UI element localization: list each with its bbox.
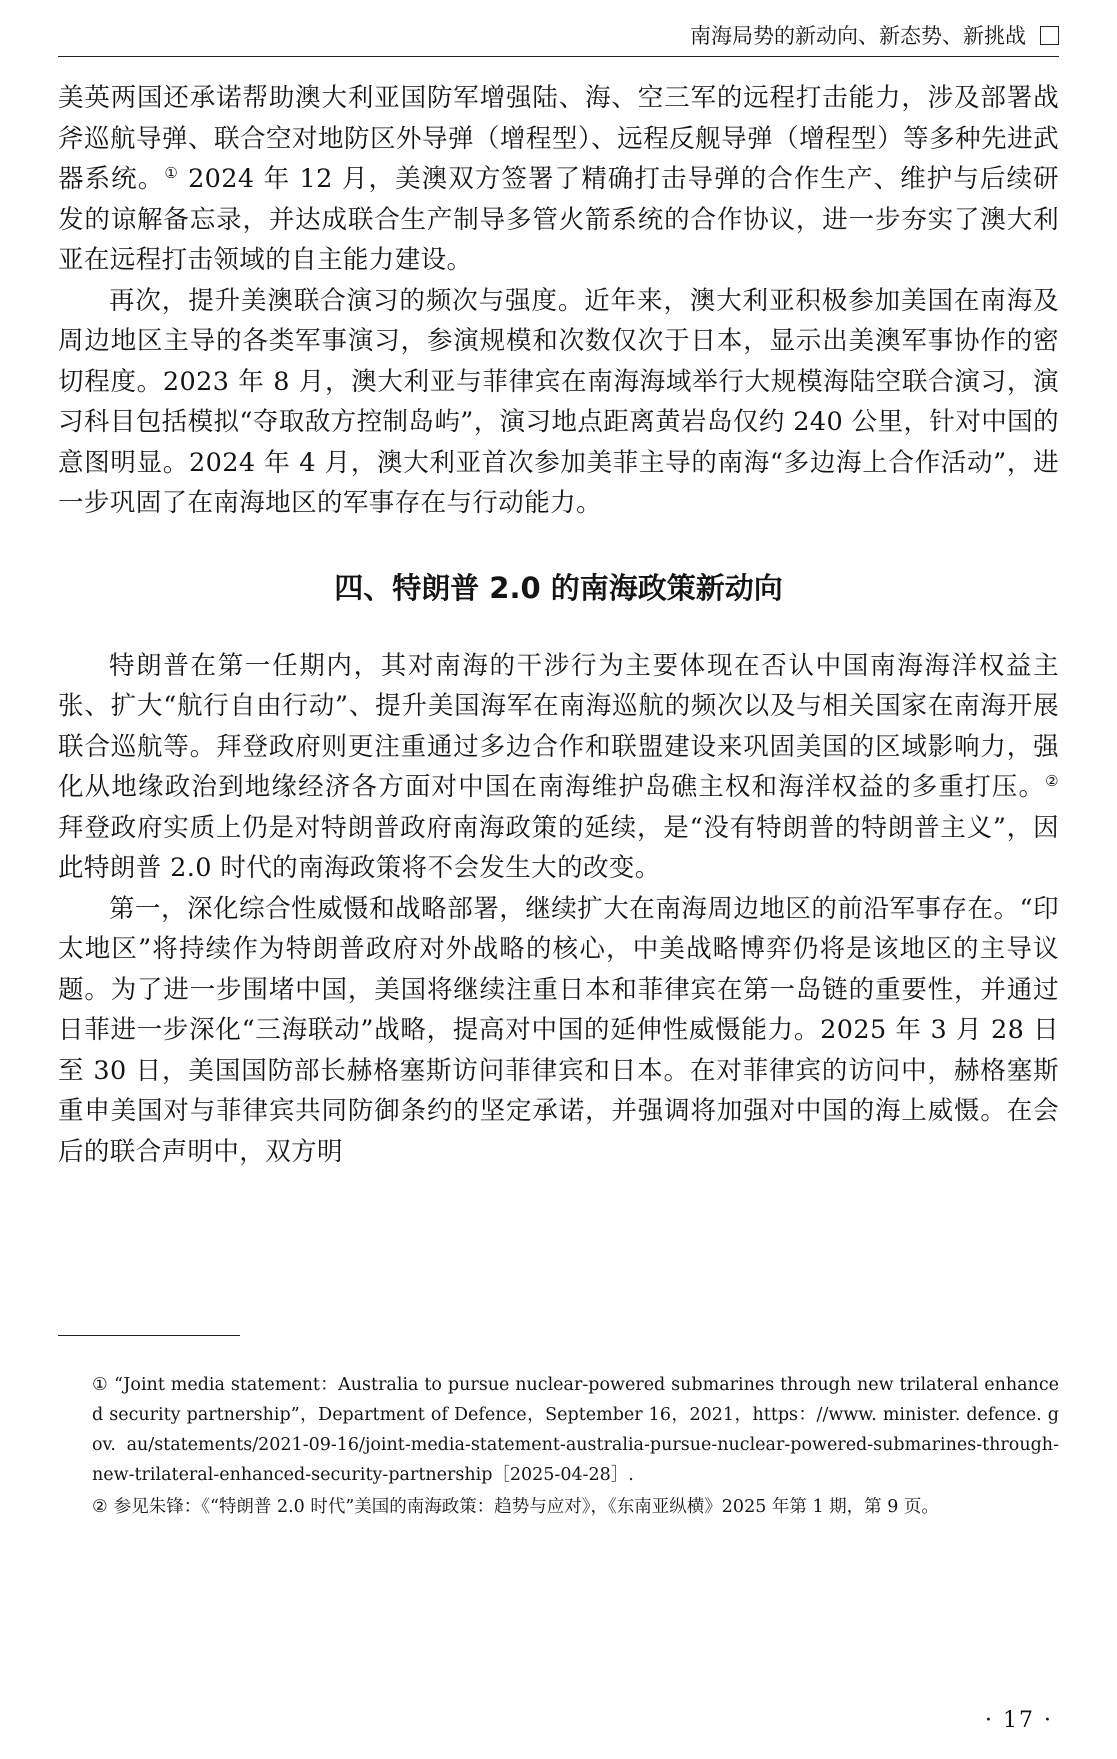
footnote-2: [92, 1492, 1059, 1522]
footnote-ref-1: ①: [164, 164, 179, 182]
footnote-1-text: “Joint media statement：Australia to pursue nuclear-powered submarines through new trilateral enhanced security partnership”，Department of Defence，September 16，2021，https：//www. minister. defence. gov. au/statements/2021-09-16/joint-media-statement-australia-pursue-nuclear-powered-submarines-through-new-trilateral-enhanced-security-partnership［2025-04-28］.: [92, 1375, 1059, 1485]
paragraph-3: [58, 646, 1059, 889]
footnote-2-text: 参见朱锋：《“特朗普 2.0 时代”美国的南海政策：趋势与应对》，《东南亚纵横》2025 年第 1 期，第 9 页。: [113, 1497, 939, 1517]
page-number: · 17 ·: [985, 1708, 1053, 1733]
paragraph-3-text: 特朗普在第一任期内，其对南海的干涉行为主要体现在否认中国南海海洋权益主张、扩大“航行自由行动”、提升美国海军在南海巡航的频次以及与相关国家在南海开展联合巡航等。拜登政府则更注重通过多边合作和联盟建设来巩固美国的区域影响力，强化从地缘政治到地缘经济各方面对中国在南海维护岛礁主权和海洋权益的多重打压。: [58, 650, 1059, 802]
paragraph-4: 第一，深化综合性威慑和战略部署，继续扩大在南海周边地区的前沿军事存在。“印太地区”将持续作为特朗普政府对外战略的核心，中美战略博弈仍将是该地区的主导议题。为了进一步围堵中国，美国将继续注重日本和菲律宾在第一岛链的重要性，并通过日菲进一步深化“三海联动”战略，提高对中国的延伸性威慑能力。2025 年 3 月 28 日至 30 日，美国国防部长赫格塞斯访问菲律宾和日本。在对菲律宾的访问中，赫格塞斯重申美国对与菲律宾共同防御条约的坚定承诺，并强调将加强对中国的海上威慑。在会后的联合声明中，双方明: [58, 893, 1059, 1167]
footnotes: [92, 1370, 1059, 1524]
footnote-ref-2: ②: [1045, 772, 1059, 790]
footnote-1-mark: ①: [92, 1375, 109, 1395]
footnote-divider: [58, 1335, 240, 1336]
paragraph-1-text: 美英两国还承诺帮助澳大利亚国防军增强陆、海、空三军的远程打击能力，涉及部署战斧巡航导弹、联合空对地防区外导弹（增程型）、远程反舰导弹（增程型）等多种先进武器系统。: [58, 83, 1059, 194]
main-text: [58, 78, 1059, 1172]
paragraph-1: [58, 78, 1059, 281]
paragraph-1-continued: 2024 年 12 月，美澳双方签署了精确打击导弹的合作生产、维护与后续研发的谅解备忘录，并达成联合生产制导多管火箭系统的合作协议，进一步夯实了澳大利亚在远程打击领域的自主能力建设。: [58, 164, 1059, 275]
footnote-2-mark: ②: [92, 1497, 108, 1517]
section-heading: 四、特朗普 2.0 的南海政策新动向: [334, 570, 783, 605]
running-title: 南海局势的新动向、新态势、新挑战: [690, 24, 1026, 48]
paragraph-3-continued: 拜登政府实质上仍是对特朗普政府南海政策的延续，是“没有特朗普的特朗普主义”，因此特朗普 2.0 时代的南海政策将不会发生大的改变。: [58, 812, 1059, 883]
paragraph-2: 再次，提升美澳联合演习的频次与强度。近年来，澳大利亚积极参加美国在南海及周边地区主导的各类军事演习，参演规模和次数仅次于日本，显示出美澳军事协作的密切程度。2023 年 8 月，澳大利亚与菲律宾在南海海域举行大规模海陆空联合演习，演习科目包括模拟“夺取敌方控制岛屿”，演习地点距离黄岩岛仅约 240 公里，针对中国的意图明显。2024 年 4 月，澳大利亚首次参加美菲主导的南海“多边海上合作活动”，进一步巩固了在南海地区的军事存在与行动能力。: [58, 285, 1059, 518]
footnote-1: [92, 1370, 1059, 1490]
running-header: [58, 14, 1059, 57]
header-square-icon: [1040, 26, 1059, 45]
